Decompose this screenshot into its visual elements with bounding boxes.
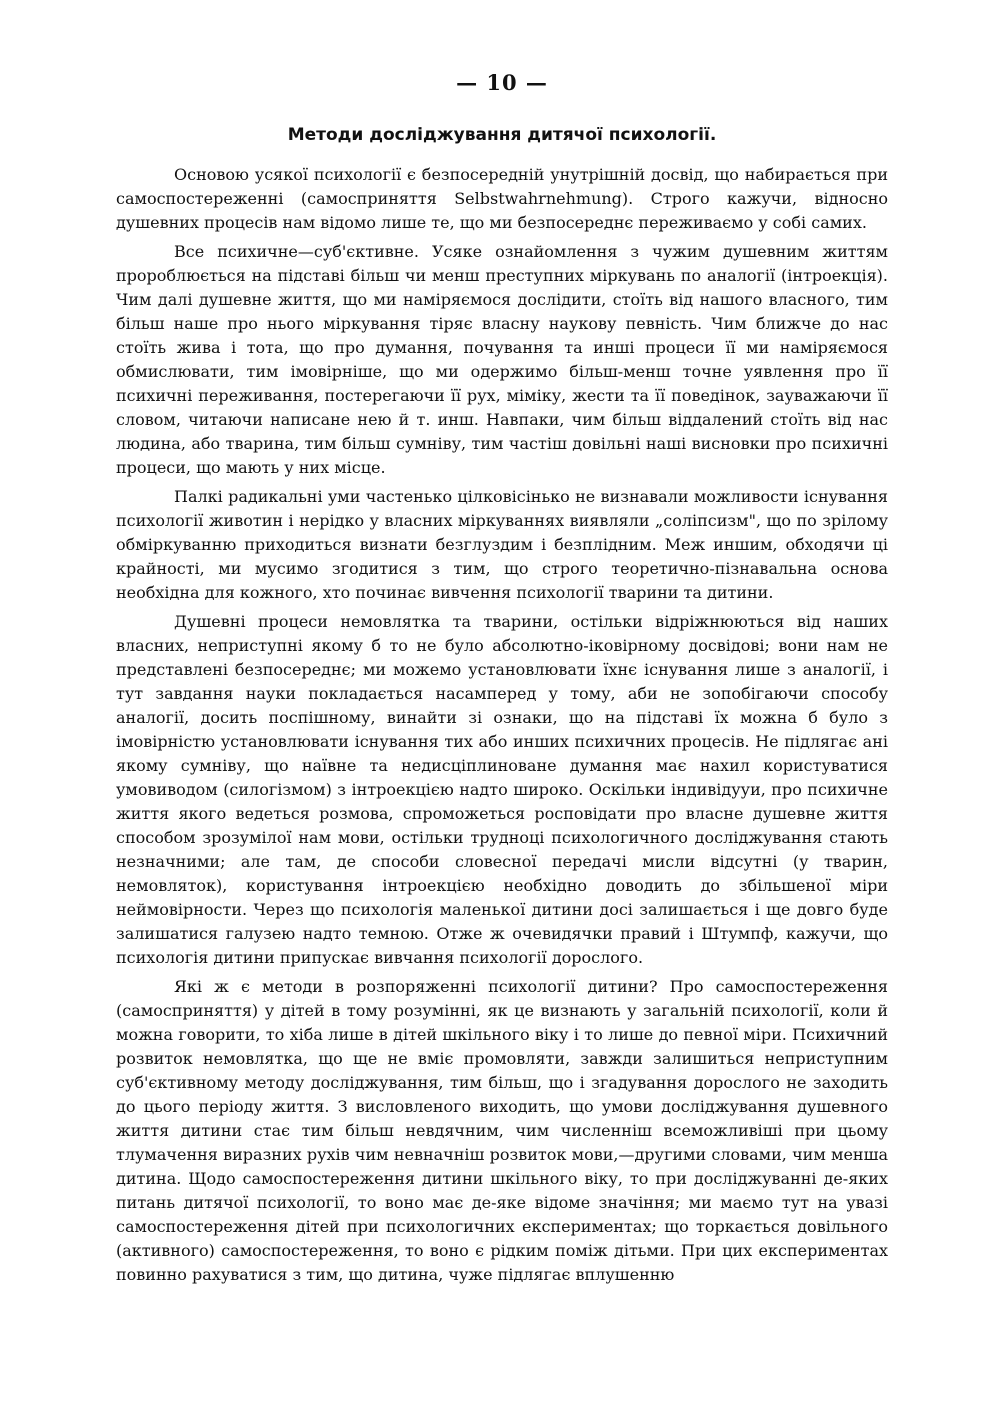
page-number: — 10 — [456, 70, 548, 95]
paragraph-1: Основою усякої психології є безпосередній унутрішній досвід, що набирається при самоспостереженні (самосприняття Selbstwahrnehmung). Строго кажучи, відносно душевних процесів нам відомо лише те, що ми безпосереднє переживаємо у собі самих. [116, 165, 888, 232]
document-page [116, 70, 888, 1400]
paragraph-2: Все психичне—суб'єктивне. Усяке ознайомлення з чужим душевним життям пророблюється на підставі більш чи менш преступних міркувань по аналогії (інтроекція). Чим далі душевне життя, що ми наміряємося дослідити, стоїть від нашого власного, тим більш наше про нього міркування тіряє власну наукову певність. Чим ближче до нас стоїть жива і тота, що про думання, почування та инші процеси її ми наміряємося обмислювати, тим імовірніше, що ми одержимо більш-менш точне уявлення про її психичні переживання, постерегаючи її рух, міміку, жести та її поведінок, зауважаючи її словом, читаючи написане нею й т. инш. Навпаки, чим більш віддалений стоїть від нас людина, або тварина, тим більш сумніву, тим частіш довільні наші висновки про психичні процеси, що мають у них місце. [116, 242, 888, 477]
paragraph-4: Душевні процеси немовлятка та тварини, остільки відріжнюються від наших власних, неприступні якому б то не було абсолютно-іковірному досвідові; вони нам не представлені безпосереднє; ми можемо установлювати їхнє існування лише з аналогії, і тут завдання науки покладається насамперед у тому, аби не зопобігаючи способу аналогії, досить поспішному, винайти зі ознаки, що на підставі їх можна б було з імовірністю установлювати існування тих або инших психичних процесів. Не підлягає ані якому сумніву, що наївне та недисціплиноване думання має нахил користуватися умовиводом (силогізмом) з інтроекцією надто широко. Оскільки індивідууи, про психичне життя якого ведеться розмова, спроможеться росповідати про власне душевне життя способом зрозумілої нам мови, остільки трудноці психологичного досліджування стають незначними; але там, де способи словесної передачі мисли відсутні (у тварин, немовляток), користування інтроекцією необхідно доводить до збільшеної міри неймовірности. Через що психологія маленької дитини досі залишається і ще довго буде залишатися галузею надто темною. Отже ж очевидячки правий і Штумпф, кажучи, що психологія дитини припускає вивчання психології дорослого. [116, 612, 888, 967]
section-heading: Методи досліджування дитячої психології. [287, 125, 717, 145]
paragraph-3: Палкі радикальні уми частенько цілковісінько не визнавали можливости існування психології животин і нерідко у власних міркуваннях виявляли „соліпсизм", що по зрілому обміркуванню приходиться визнати безглуздим і безплідним. Меж иншим, обходячи ці крайності, ми мусимо згодитися з тим, що строго теоретично-пізнавальна основа необхідна для кожного, хто починає вивчення психології тварини та дитини. [116, 487, 888, 602]
paragraph-5: Які ж є методи в розпоряженні психології дитини? Про самоспостереження (самосприняття) у дітей в тому розумінні, як це визнають у загальній психології, коли й можна говорити, то хіба лише в дітей шкільного віку і то лише до певної міри. Психичний розвиток немовлятка, що ще не вміє промовляти, завжди залишиться неприступним суб'єктивному методу досліджування, тим більш, що і згадування дорослого не заходить до цього періоду життя. З висловленого виходить, що умови досліджування душевного життя дитини стає тим більш невдячним, чим численніш всеможливіші при цьому тлумачення виразних рухів чим невначніш розвиток мови,—другими словами, чим менша дитина. Щодо самоспостереження дитини шкільного віку, то при досліджуванні де-яких питань дитячої психології, то воно має де-яке відоме значіння; ми маємо тут на увазі самоспостереження дітей при психологичних експериментах; що торкається довільного (активного) самоспостереження, то воно є рідким поміж дітьми. При цих експериментах повинно рахуватися з тим, що дитина, чуже підлягає вплушенню [116, 977, 888, 1284]
